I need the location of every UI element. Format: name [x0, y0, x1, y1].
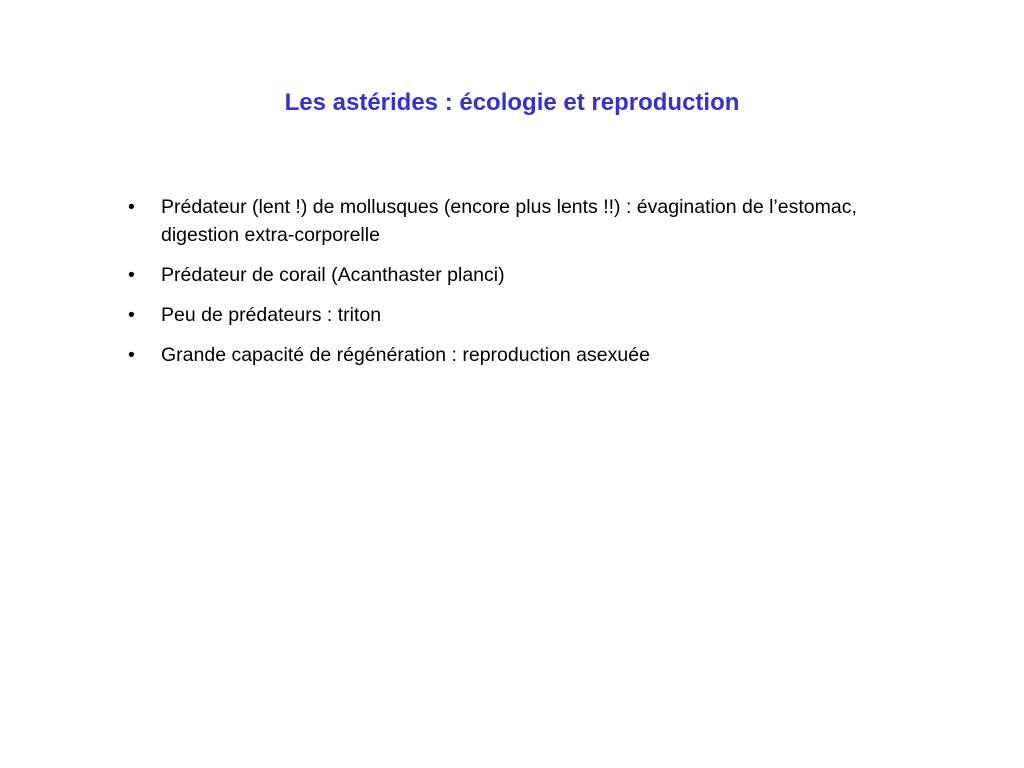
bullet-item: [128, 341, 888, 369]
bullet-item: [128, 301, 888, 329]
bullet-item: [128, 261, 888, 289]
bullet-text: Prédateur (lent !) de mollusques (encore plus lents !!) : évagination de l’estomac, digestion extra-corporelle: [161, 196, 857, 246]
bullet-item: [128, 193, 888, 249]
slide-title: Les astérides : écologie et reproduction: [284, 89, 740, 116]
bullet-marker: •: [128, 304, 135, 326]
bullet-marker: •: [128, 196, 135, 218]
bullet-marker: •: [128, 264, 135, 286]
bullet-list: [128, 193, 888, 381]
bullet-text: Grande capacité de régénération : reproduction asexuée: [161, 344, 650, 366]
bullet-text: Peu de prédateurs : triton: [161, 304, 382, 326]
bullet-marker: •: [128, 344, 135, 366]
bullet-text: Prédateur de corail (Acanthaster planci): [161, 264, 505, 286]
